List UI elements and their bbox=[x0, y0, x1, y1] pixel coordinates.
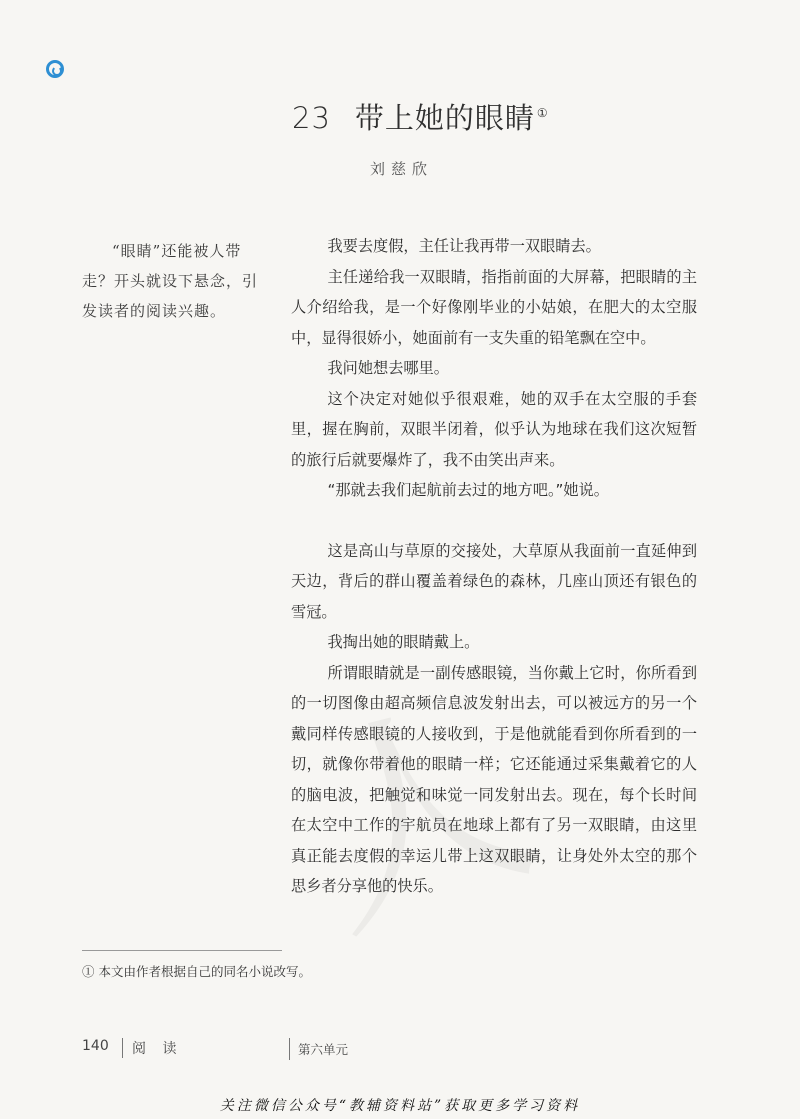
footnote-divider bbox=[82, 950, 282, 951]
paragraph: 这是高山与草原的交接处，大草原从我面前一直延伸到天边，背后的群山覆盖着绿色的森林，几座山顶还有银色的雪冠。 bbox=[291, 541, 697, 621]
promo-line: 关注微信公众号“教辅资料站”获取更多学习资料 bbox=[219, 1098, 581, 1114]
paragraph: “那就去我们起航前去过的地方吧。”她说。 bbox=[327, 481, 609, 499]
section-label: 阅 读 bbox=[132, 1041, 183, 1057]
page-title bbox=[292, 96, 549, 137]
side-note: “眼睛”还能被人带走？开头就设下悬念，引发读者的阅读兴趣。 bbox=[82, 242, 259, 320]
footer-divider bbox=[289, 1038, 290, 1060]
page-footer bbox=[82, 1038, 722, 1062]
title-footnote-mark: ① bbox=[536, 106, 549, 121]
paragraph: 我问她想去哪里。 bbox=[327, 359, 449, 377]
article-body bbox=[291, 231, 697, 902]
paragraph: 这个决定对她似乎很艰难，她的双手在太空服的手套里，握在胸前，双眼半闭着，似乎认为地球在我们这次短暂的旅行后就要爆炸了，我不由笑出声来。 bbox=[291, 389, 697, 469]
section-break bbox=[291, 506, 697, 536]
footnote: ① 本文由作者根据自己的同名小说改写。 bbox=[82, 964, 311, 979]
title-text: 带上她的眼睛 bbox=[354, 101, 535, 135]
page-number: 140 bbox=[82, 1038, 109, 1054]
author-name: 刘慈欣 bbox=[370, 160, 434, 178]
paragraph: 我要去度假，主任让我再带一双眼睛去。 bbox=[327, 237, 601, 255]
unit-label: 第六单元 bbox=[298, 1042, 349, 1057]
smiley-badge-icon bbox=[46, 60, 64, 78]
paragraph: 所谓眼睛就是一副传感眼镜，当你戴上它时，你所看到的一切图像由超高频信息波发射出去，可以被远方的另一个戴同样传感眼镜的人接收到，于是他就能看到你所看到的一切，就像你带着他的眼睛一样；它还能通过采集戴着它的人的脑电波，把触觉和味觉一同发射出去。现在，每个长时间在太空中工作的宇航员在地球上都有了另一双眼睛，由这里真正能去度假的幸运儿带上这双眼睛，让身处外太空的那个思乡者分享他的快乐。 bbox=[291, 663, 697, 895]
paragraph: 我掏出她的眼睛戴上。 bbox=[327, 633, 480, 651]
lesson-number: 23 bbox=[292, 101, 331, 135]
paragraph: 主任递给我一双眼睛，指指前面的大屏幕，把眼睛的主人介绍给我，是一个好像刚毕业的小姑娘，在肥大的太空服中，显得很娇小，她面前有一支失重的铅笔飘在空中。 bbox=[291, 267, 697, 347]
footer-divider bbox=[122, 1038, 123, 1058]
